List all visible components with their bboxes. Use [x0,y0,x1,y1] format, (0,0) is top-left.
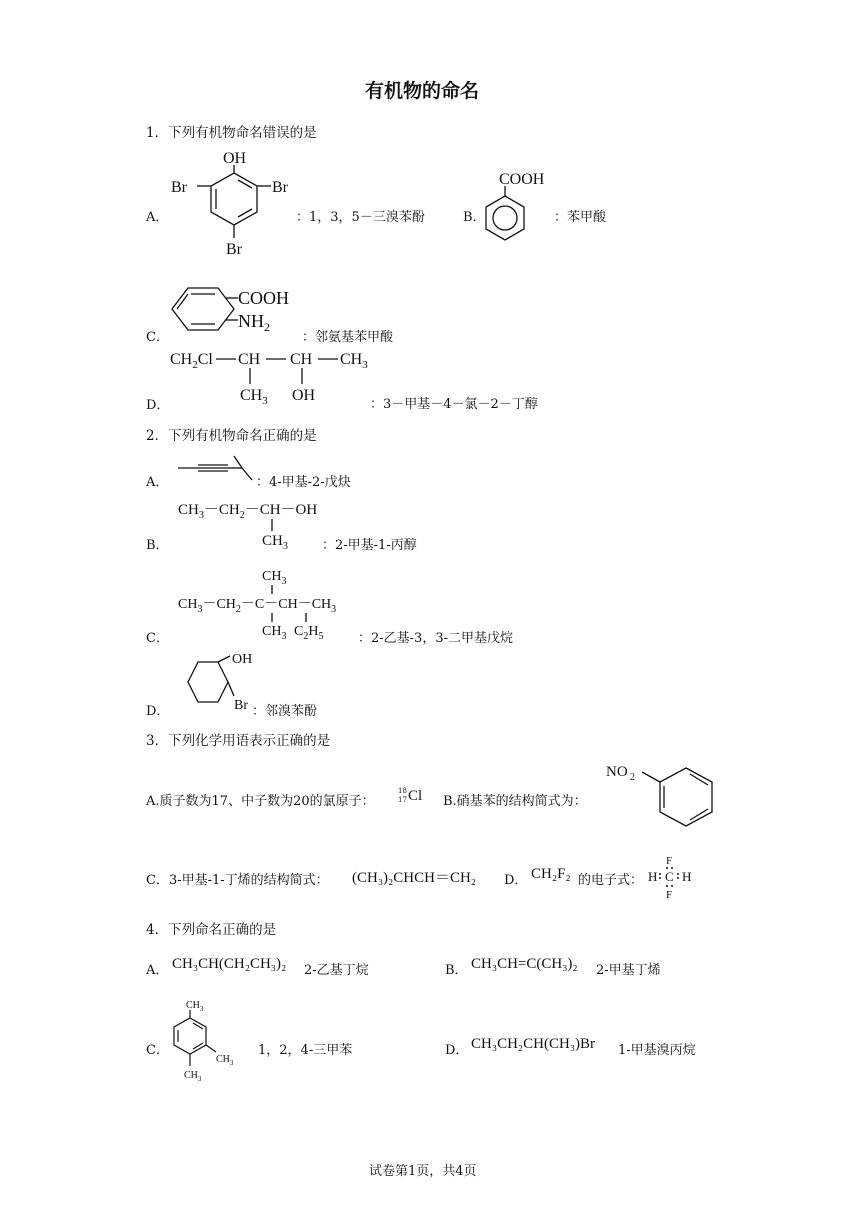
bromocyclohexanol-structure [172,648,262,718]
ch-label-1: CH [238,351,261,368]
svg-text:2: 2 [264,320,270,334]
q4-option-c-name: 1，2，4-三甲苯 [258,1043,353,1058]
methylpentyne-skeletal [176,452,256,482]
svg-text:CH3: $CH_3$ [262,569,287,587]
question-2-stem: 2．下列有机物命名正确的是 [146,428,317,444]
difluoromethane-formula: CH₂F₂ [531,866,571,882]
q4-option-b-label: B． [445,963,468,978]
page-title: 有机物的命名 [365,80,480,102]
q2-option-c-name: ：2-乙基-3，3-二甲基戊烷 [358,631,513,646]
q1-option-d-label: D． [146,398,170,413]
q1-option-a-label: A． [146,210,169,225]
q1-option-b-label: B． [463,210,486,225]
q4-option-d-formula: CH₃CH₂CH(CH₃)Br [471,1036,596,1052]
question-4-stem: 4．下列命名正确的是 [146,922,277,938]
anthranilic-acid-structure [168,282,308,342]
q4-option-b-name: 2-甲基丁烯 [596,963,661,978]
svg-text:CH3: $CH_3$ [184,1070,202,1083]
br-label-left: Br [171,179,187,196]
q3-option-d-label: D． [504,873,528,888]
q2-option-b-name: ：2-甲基-1-丙醇 [322,538,417,553]
chlorine-isotope-notation [398,787,428,811]
svg-text:C2H5: $C_2H_5$ [294,624,324,642]
chlorobutanol-structure [168,344,388,408]
svg-text:CH3: $CH_3$ [216,1054,234,1067]
q2-option-a-name: ：4-甲基-2-戊炔 [256,475,351,490]
electron-formula-label: 的电子式： [578,873,644,888]
ch-label-2: CH [290,351,313,368]
q4-option-a-label: A． [146,963,169,978]
q2-option-c-label: C． [146,631,169,646]
q2-option-d-name: ：邻溴苯酚 [252,704,318,719]
svg-text:CH3: $CH_3$ [262,533,288,549]
svg-text:2: 2 [630,772,635,783]
q1-option-a-name: ：1，3，5－三溴苯酚 [296,210,425,225]
q4-option-d-name: 1-甲基溴丙烷 [618,1043,696,1058]
atomic-number: 17 [398,796,407,804]
page-footer: 试卷第1页，共4页 [369,1164,477,1179]
oh-label: OH [232,652,253,667]
nitrobenzene-structure [604,758,724,834]
q4-option-c-label: C． [146,1043,169,1058]
q1-option-b-name: ：苯甲酸 [554,210,607,225]
question-3-stem: 3．下列化学用语表示正确的是 [146,733,331,749]
q4-option-a-name: 2-乙基丁烷 [304,963,369,978]
br-label: Br [234,698,248,713]
svg-text:CH3: $CH_3$ [340,351,368,371]
q1-option-c-name: ：邻氨基苯甲酸 [302,330,394,345]
br-label-right: Br [272,179,288,196]
svg-text:CH3: $CH_3$ [186,1000,204,1013]
svg-text:CH3: $CH_3$ [240,387,268,407]
methylpropanol-structure [176,497,346,549]
ch2f2-electron-dot [646,850,696,902]
svg-text:CH3－CH2－C－CH－CH3: $CH_3-CH_2-C-CH-CH_3$ [178,597,337,615]
c-center: C [665,869,674,884]
q3-option-b-text: B.硝基苯的结构简式为： [443,794,587,809]
f-bottom: F [666,889,673,901]
f-top: F [666,855,673,867]
cooh-label: COOH [499,171,545,188]
no2-label: NO [606,764,628,780]
tribromophenol-structure [168,146,298,276]
ethyldimethylpentane-structure [176,564,376,644]
q1-option-d-name: ：3－甲基－4－氯－2－丁醇 [370,397,538,412]
h-right: H [682,869,692,884]
nh2-label: NH [238,311,264,331]
oh-label: OH [292,387,316,404]
q3-option-c-text: C．3-甲基-1-丁烯的结构简式： [146,873,329,888]
q4-option-a-formula: CH₃CH(CH₂CH₃)₂ [172,956,287,972]
q2-option-d-label: D． [146,704,170,719]
methylbutene-formula: (CH₃)₂CHCH＝CH₂ [352,870,477,886]
q3-option-a-text: A.质子数为17、中子数为20的氯原子： [146,794,375,809]
cooh-label: COOH [238,288,290,308]
q4-option-d-label: D． [445,1043,469,1058]
q2-option-b-label: B． [146,538,169,553]
oh-label: OH [223,150,247,167]
trimethylbenzene-structure [162,994,252,1090]
h-left: H [648,869,658,884]
chlorine-symbol: Cl [408,788,423,804]
mass-number: 18 [398,787,407,795]
svg-text:CH3: $CH_3$ [262,624,287,642]
svg-text:CH2Cl: $CH_2Cl$ [170,351,213,371]
svg-text:CH3－CH2－CH－OH: $CH_3-CH_2-CH-OH$ [178,502,318,521]
q2-option-a-label: A． [146,475,169,490]
q1-option-c-label: C． [146,330,169,345]
benzoic-acid-structure [480,168,560,252]
question-1-stem: 1．下列有机物命名错误的是 [146,125,317,141]
q4-option-b-formula: CH₃CH=C(CH₃)₂ [471,956,578,972]
br-label-bottom: Br [226,241,242,258]
